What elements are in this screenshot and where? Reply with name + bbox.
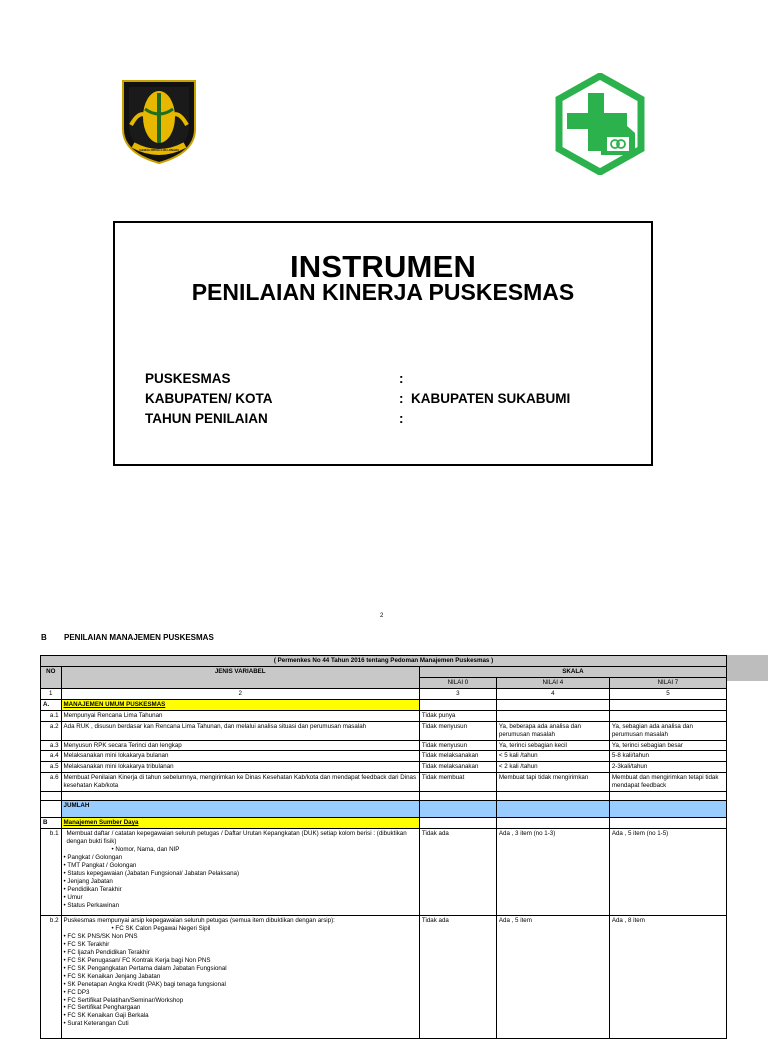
list-item: • Status kepegawaian (Jabatan Fungsional/ Jabatan Pelaksana) [63,869,240,877]
column-number-row [41,688,727,699]
col-num: 2 [61,688,419,699]
b1-item-list [64,854,417,910]
list-item: • Pendidikan Terakhir [63,885,122,893]
row-no: a.6 [41,773,62,792]
puskesmas-logo [555,73,645,175]
table-reference: ( Permenkes No 44 Tahun 2016 tentang Pedoman Manajemen Puskesmas ) [41,656,727,667]
section-b-no: B [41,818,62,829]
row-nilai0: Tidak melaksanakan [419,762,496,773]
row-variable-b1 [61,829,419,916]
table-row [41,916,727,1039]
field-colon-tahun: : [399,411,404,426]
table-reference-row [41,656,727,667]
list-item: • FC SK Kenaikan Jenjang Jabatan [63,972,161,980]
row-nilai0: Tidak melaksanakan [419,751,496,762]
b1-intro: Membuat daftar / catatan kepegawaian seluruh petugas / Daftar Urutan Kepangkatan (DUK) setiap kolom berisi : (dibuktikan dengan bukti fisik) [66,830,407,846]
row-nilai7: Ada , 8 item [609,916,726,1039]
row-nilai4: Ya, beberapa ada analisa dan perumusan masalah [496,721,609,740]
row-no: a.3 [41,740,62,751]
section-title: PENILAIAN MANAJEMEN PUSKESMAS [64,633,214,642]
table-row [41,762,727,773]
list-item: • TMT Pangkat / Golongan [63,861,137,869]
row-variable-b2 [61,916,419,1039]
header-skala: SKALA [419,666,726,677]
header-jenis: JENIS VARIABEL [61,666,419,688]
list-item: • FC Ijazah Pendidikan Terakhir [63,948,150,956]
section-b-row [41,818,727,829]
list-item: • Status Perkawinan [63,901,120,909]
row-variable: Membuat Penilaian Kinerja di tahun sebelumnya, mengirimkan ke Dinas Kesehatan Kab/kota dan mendapat feedback dari Dinas kesehatan Kab/kota [61,773,419,792]
row-variable: Mempunyai Rencana Lima Tahunan [61,710,419,721]
header-no: NO [41,666,62,688]
row-no: a.5 [41,762,62,773]
field-label-tahun: TAHUN PENILAIAN [145,411,268,426]
row-no: b.1 [41,829,62,916]
section-a-title: MANAJEMEN UMUM PUSKESMAS [61,699,419,710]
list-item: • FC SK Penugasan/ FC Kontrak Kerja bagi Non PNS [63,956,211,964]
row-nilai7 [609,710,726,721]
list-item: • FC SK Terakhir [63,940,110,948]
header-nilai0: NILAI 0 [419,677,496,688]
row-nilai4 [496,710,609,721]
table-row [41,773,727,792]
row-nilai4: Ada , 5 item [496,916,609,1039]
list-item: • FC SK Pengangkatan Pertama dalam Jabatan Fungsional [63,964,227,972]
table-row [41,710,727,721]
side-tab [727,655,768,681]
field-colon-puskesmas: : [399,371,404,386]
row-nilai7: Ya, terinci sebagian besar [609,740,726,751]
row-no: a.2 [41,721,62,740]
list-item: • Umur [63,893,83,901]
field-value-kabupaten: KABUPATEN SUKABUMI [411,391,571,406]
row-nilai4: Ada , 3 item (no 1-3) [496,829,609,916]
row-nilai0: Tidak menyusun [419,740,496,751]
page-number: 2 [380,613,384,619]
assessment-table [40,655,727,1039]
row-nilai4: < 5 kali /tahun [496,751,609,762]
row-variable: Melaksanakan mini lokakarya tribulanan [61,762,419,773]
jumlah-label: JUMLAH [61,801,419,818]
row-nilai0: Tidak menyusun [419,721,496,740]
puskesmas-cross-icon [555,73,645,175]
row-nilai7: Ada , 5 item (no 1-5) [609,829,726,916]
jumlah-row [41,801,727,818]
section-b-title: Manajemen Sumber Daya [61,818,419,829]
list-item: • FC Sertifikat Penghargaan [63,1004,141,1012]
field-label-puskesmas: PUSKESMAS [145,371,231,386]
sukabumi-emblem-icon [119,79,199,165]
field-colon-kabupaten: : [399,391,404,406]
table-row [41,740,727,751]
row-no: a.1 [41,710,62,721]
document-subtitle: PENILAIAN KINERJA PUSKESMAS [191,279,575,305]
b2-centered-item: • FC SK Calon Pegawai Negeri Sipil [111,925,211,933]
table-row [41,721,727,740]
list-item: • FC SK PNS/SK Non PNS [63,933,138,940]
row-variable: Menyusun RPK secara Terinci dan lengkap [61,740,419,751]
row-variable: Melaksanakan mini lokakarya bulanan [61,751,419,762]
col-num: 1 [41,688,62,699]
b1-centered-item: • Nomor, Nama, dan NIP [111,846,180,853]
list-item: • SK Penetapan Angka Kredit (PAK) bagi tenaga fungsional [63,980,226,988]
spacer-row [41,792,727,801]
row-no: b.2 [41,916,62,1039]
row-variable: Ada RUK , disusun berdasar kan Rencana Lima Tahunan, dan melalui analisa situasi dan perumusan masalah [61,721,419,740]
row-nilai0: Tidak ada [419,829,496,916]
row-nilai0: Tidak membuat [419,773,496,792]
emblem-motto: GEMAH RIPAH LOH JINAWI [139,148,179,152]
col-num: 3 [419,688,496,699]
row-nilai4: < 2 kali /tahun [496,762,609,773]
section-a-no: A. [41,699,62,710]
col-num: 4 [496,688,609,699]
table-row [41,829,727,916]
list-item: • FC SK Kenaikan Gaji Berkala [63,1012,149,1020]
row-nilai4: Membuat tapi tidak mengirimkan [496,773,609,792]
b2-intro: Puskesmas mempunyai arsip kepegawaian seluruh petugas (semua item dibuktikan dengan arsip): [63,917,335,925]
row-nilai4: Ya, terinci sebagian kecil [496,740,609,751]
row-nilai7: 5-8 kali/tahun [609,751,726,762]
row-nilai0: Tidak ada [419,916,496,1039]
field-label-kabupaten: KABUPATEN/ KOTA [145,391,273,406]
section-a-row [41,699,727,710]
header-nilai4: NILAI 4 [496,677,609,688]
list-item: • Surat Keterangan Cuti [63,1020,129,1028]
row-nilai0: Tidak punya [419,710,496,721]
list-item: • Pangkat / Golongan [63,853,123,861]
section-letter: B [41,633,47,642]
table-header-row [41,666,727,677]
list-item: • FC DP3 [63,988,90,996]
row-nilai7: Membuat dan mengirimkan tetapi tidak mendapat feedback [609,773,726,792]
header-nilai7: NILAI 7 [609,677,726,688]
col-num: 5 [609,688,726,699]
list-item: • Jenjang Jabatan [63,877,113,885]
document-title: INSTRUMEN [289,249,477,284]
row-no: a.4 [41,751,62,762]
row-nilai7: 2-3kali/tahun [609,762,726,773]
regency-emblem-logo [119,79,199,165]
title-box [113,221,653,466]
row-nilai7: Ya, sebagian ada analisa dan perumusan masalah [609,721,726,740]
list-item: • FC Sertifikat Pelatihan/Seminar/Workshop [63,996,184,1004]
table-row [41,751,727,762]
b2-item-list [64,933,417,1028]
